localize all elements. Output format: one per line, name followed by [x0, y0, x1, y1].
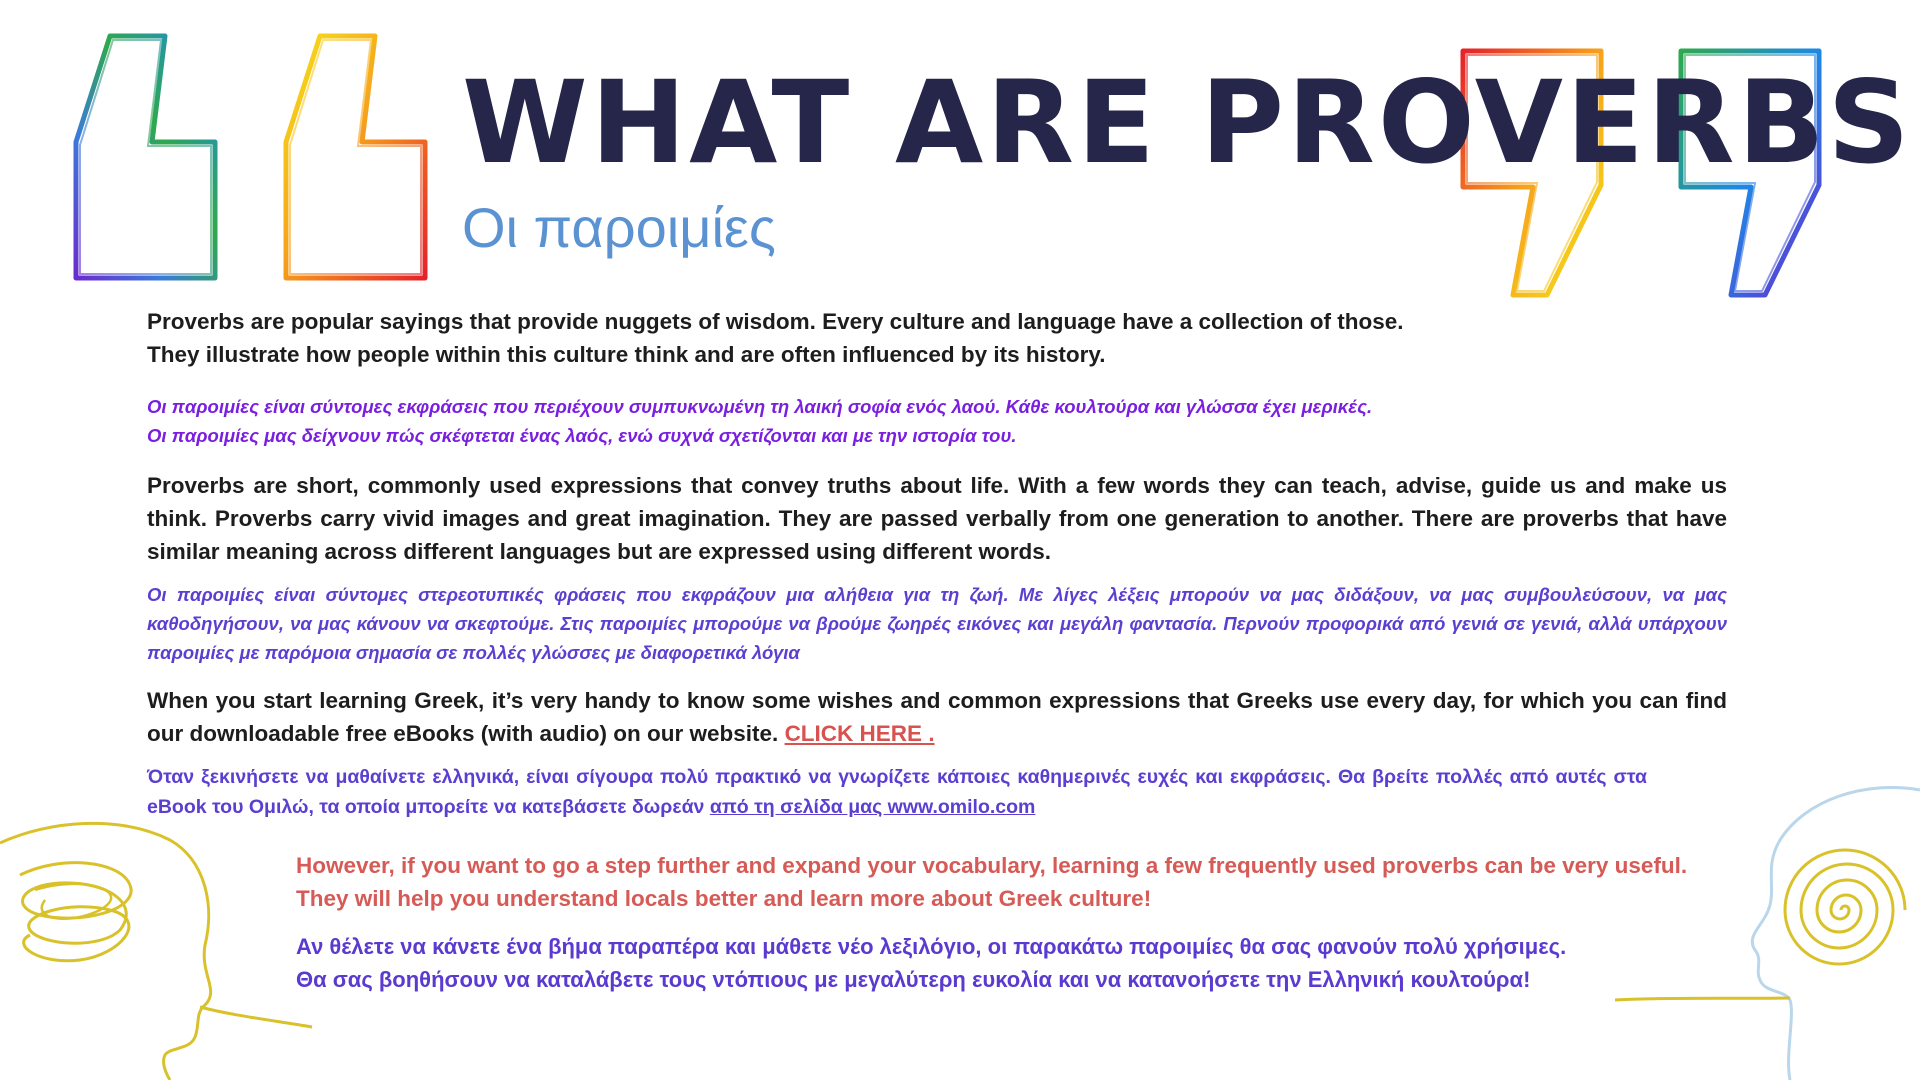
- vocabulary-english-line1: However, if you want to go a step further and expand your vocabulary, learning a few frequently used proverbs can be very useful.: [296, 853, 1688, 878]
- omilo-website-link[interactable]: από τη σελίδα μας www.omilo.com: [709, 796, 1036, 818]
- ebooks-english: [147, 684, 1727, 750]
- vocabulary-english: [296, 849, 1716, 915]
- intro-english-line1: Proverbs are popular sayings that provide nuggets of wisdom. Every culture and language have a collection of those.: [147, 309, 1404, 334]
- vocabulary-greek-line2: Θα σας βοηθήσουν να καταλάβετε τους ντόπιους με μεγαλύτερη ευκολία και να κατανοήσετε την Ελληνική κουλτούρα!: [296, 967, 1531, 992]
- vocabulary-english-line2: They will help you understand locals better and learn more about Greek culture!: [296, 886, 1152, 911]
- definition-english: Proverbs are short, commonly used expressions that convey truths about life. With a few words they can teach, advise, guide us and make us think. Proverbs carry vivid images and great imagination. They are passed verbally from one generation to another. There are proverbs that have similar meaning across different languages but are expressed using different words.: [147, 473, 1727, 564]
- spiral-head-icon: [1615, 785, 1920, 1080]
- definition-greek: Οι παροιμίες είναι σύντομες στερεοτυπικές φράσεις που εκφράζουν μια αλήθεια για τη ζωή. Με λίγες λέξεις μπορούν να μας διδάξουν, να μας συμβουλεύσουν, να μας καθοδηγήσουν, να μας κάνουν να σκεφτούμε. Στις παροιμίες μπορούμε να βρούμε ζωηρές εικόνες και μεγάλη φαντασία. Περνούν προφορικά από γενιά σε γενιά, αλλά υπάρχουν παροιμίες με παρόμοια σημασία σε πολλές γλώσσες με διαφορετικά λόγια: [147, 584, 1727, 663]
- page-subtitle: Οι παροιμίες: [462, 196, 776, 259]
- scribble-head-icon: [0, 815, 320, 1080]
- rainbow-open-quote-icon: [70, 30, 440, 290]
- intro-greek: [147, 392, 1447, 450]
- vocabulary-greek-line1: Αν θέλετε να κάνετε ένα βήμα παραπέρα και μάθετε νέο λεξιλόγιο, οι παρακάτω παροιμίες θα σας φανούν πολύ χρήσιμες.: [296, 934, 1567, 959]
- intro-english-line2: They illustrate how people within this culture think and are often influenced by its history.: [147, 342, 1106, 367]
- page-title: WHAT ARE PROVERBS: [462, 56, 1913, 189]
- intro-english: [147, 305, 1447, 371]
- vocabulary-greek: [296, 930, 1716, 996]
- ebooks-greek: [147, 762, 1647, 822]
- ebooks-greek-text: Όταν ξεκινήσετε να μαθαίνετε ελληνικά, είναι σίγουρα πολύ πρακτικό να γνωρίζετε κάποιες καθημερινές ευχές και εκφράσεις. Θα βρείτε πολλές από αυτές στα eBook του Ομιλώ, τα οποία μπορείτε να κατεβάσετε δωρεάν: [147, 766, 1647, 818]
- ebooks-english-text: When you start learning Greek, it’s very handy to know some wishes and common expressions that Greeks use every day, for which you can find our downloadable free eBooks (with audio) on our website.: [147, 688, 1727, 746]
- click-here-link[interactable]: CLICK HERE .: [784, 721, 935, 746]
- intro-greek-line1: Οι παροιμίες είναι σύντομες εκφράσεις που περιέχουν συμπυκνωμένη τη λαική σοφία ενός λαού. Κάθε κουλτούρα και γλώσσα έχει μερικές.: [147, 396, 1373, 417]
- intro-greek-line2: Οι παροιμίες μας δείχνουν πώς σκέφτεται ένας λαός, ενώ συχνά σχετίζονται και με την ιστορία του.: [147, 425, 1017, 446]
